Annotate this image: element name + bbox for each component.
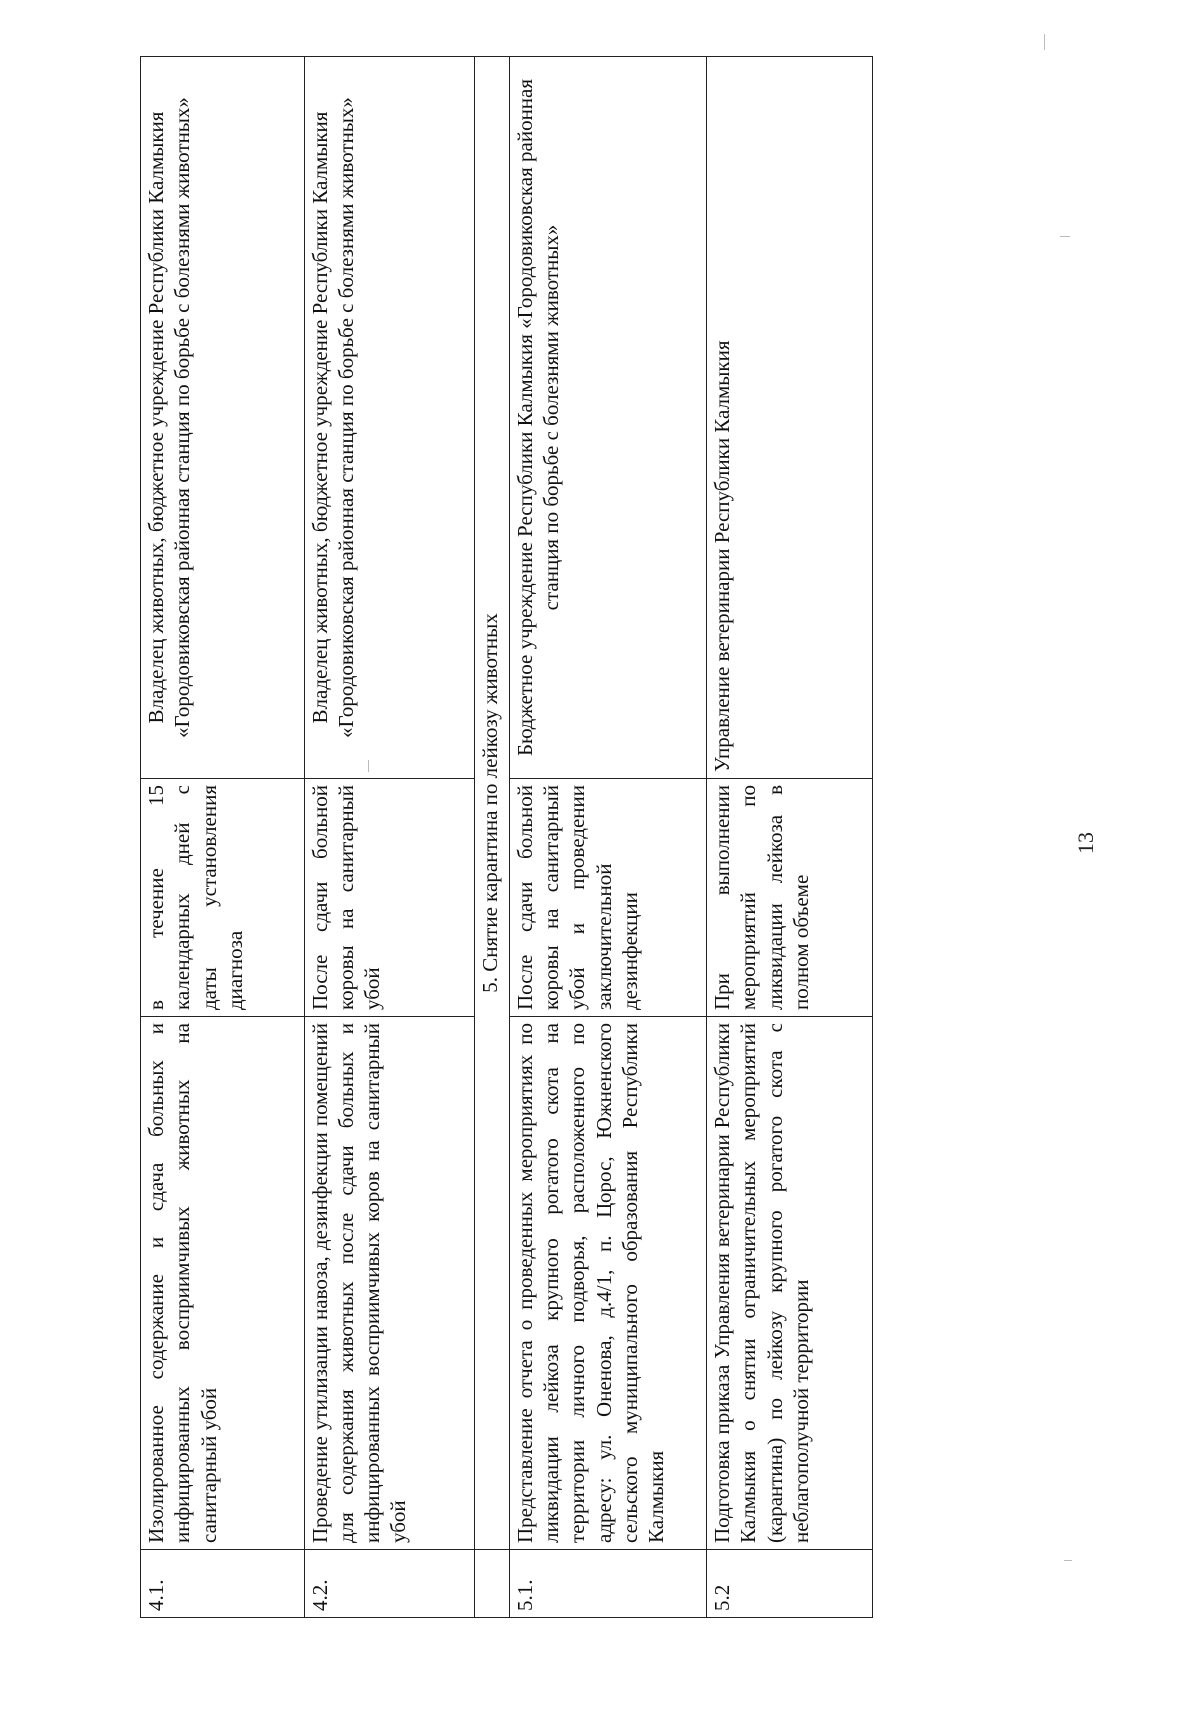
measures-table — [140, 56, 873, 1618]
term-cell: После сдачи больной коровы на санитарный убой — [304, 779, 474, 1017]
term-cell: При выполнении мероприятий по ликвидации лейкоза в полном объеме — [707, 779, 873, 1017]
measure-cell: Проведение утилизации навоза, дезинфекции помещений для содержания животных после сдачи больных и инфицированных восприимчивых коров на санитарный убой — [304, 1017, 474, 1550]
measures-table-rotated — [140, 56, 873, 1618]
row-number: 5.1. — [509, 1550, 706, 1618]
responsible-cell: Владелец животных, бюджетное учреждение Республики Калмыкия «Городовиковская районная станция по борьбе с болезнями животных» — [304, 57, 474, 779]
row-number: 4.2. — [304, 1550, 474, 1618]
row-number: 4.1. — [141, 1550, 305, 1618]
section-title: 5. Снятие карантина по лейкозу животных — [474, 57, 509, 1550]
scan-mark — [1044, 34, 1045, 50]
table-row — [304, 57, 474, 1618]
section-row — [474, 57, 509, 1618]
section-blank-cell — [474, 1550, 509, 1618]
term-cell: После сдачи больной коровы на санитарный убой и проведении заключительной дезинфекции — [509, 779, 706, 1017]
responsible-cell: Бюджетное учреждение Республики Калмыкия «Городовиковская районная станция по борьбе с болезнями животных» — [509, 57, 706, 779]
measure-cell: Подготовка приказа Управления ветеринарии Республики Калмыкия о снятии ограничительных мероприятий (карантина) по лейкозу крупного рогатого скота с неблагополучной территории — [707, 1017, 873, 1550]
row-number: 5.2 — [707, 1550, 873, 1618]
scan-mark — [368, 760, 369, 772]
table-row — [509, 57, 706, 1618]
table-row — [707, 57, 873, 1618]
term-cell: в течение 15 календарных дней с даты установления диагноза — [141, 779, 305, 1017]
responsible-cell: Управление ветеринарии Республики Калмыкия — [707, 57, 873, 779]
scan-mark — [1064, 1560, 1072, 1561]
measure-cell: Представление отчета о проведенных мероприятиях по ликвидации лейкоза крупного рогатого скота на территории личного подворья, расположенного по адресу: ул. Оненова, д.4/1, п. Цорос, Южненского сельского муниципального образования Республики Калмыкия — [509, 1017, 706, 1550]
responsible-cell: Владелец животных, бюджетное учреждение Республики Калмыкия «Городовиковская районная станция по борьбе с болезнями животных» — [141, 57, 305, 779]
page-number: 13 — [1073, 832, 1098, 854]
scan-mark — [1060, 236, 1070, 237]
measure-cell: Изолированное содержание и сдача больных и инфицированных восприимчивых животных на санитарный убой — [141, 1017, 305, 1550]
table-row — [141, 57, 305, 1618]
